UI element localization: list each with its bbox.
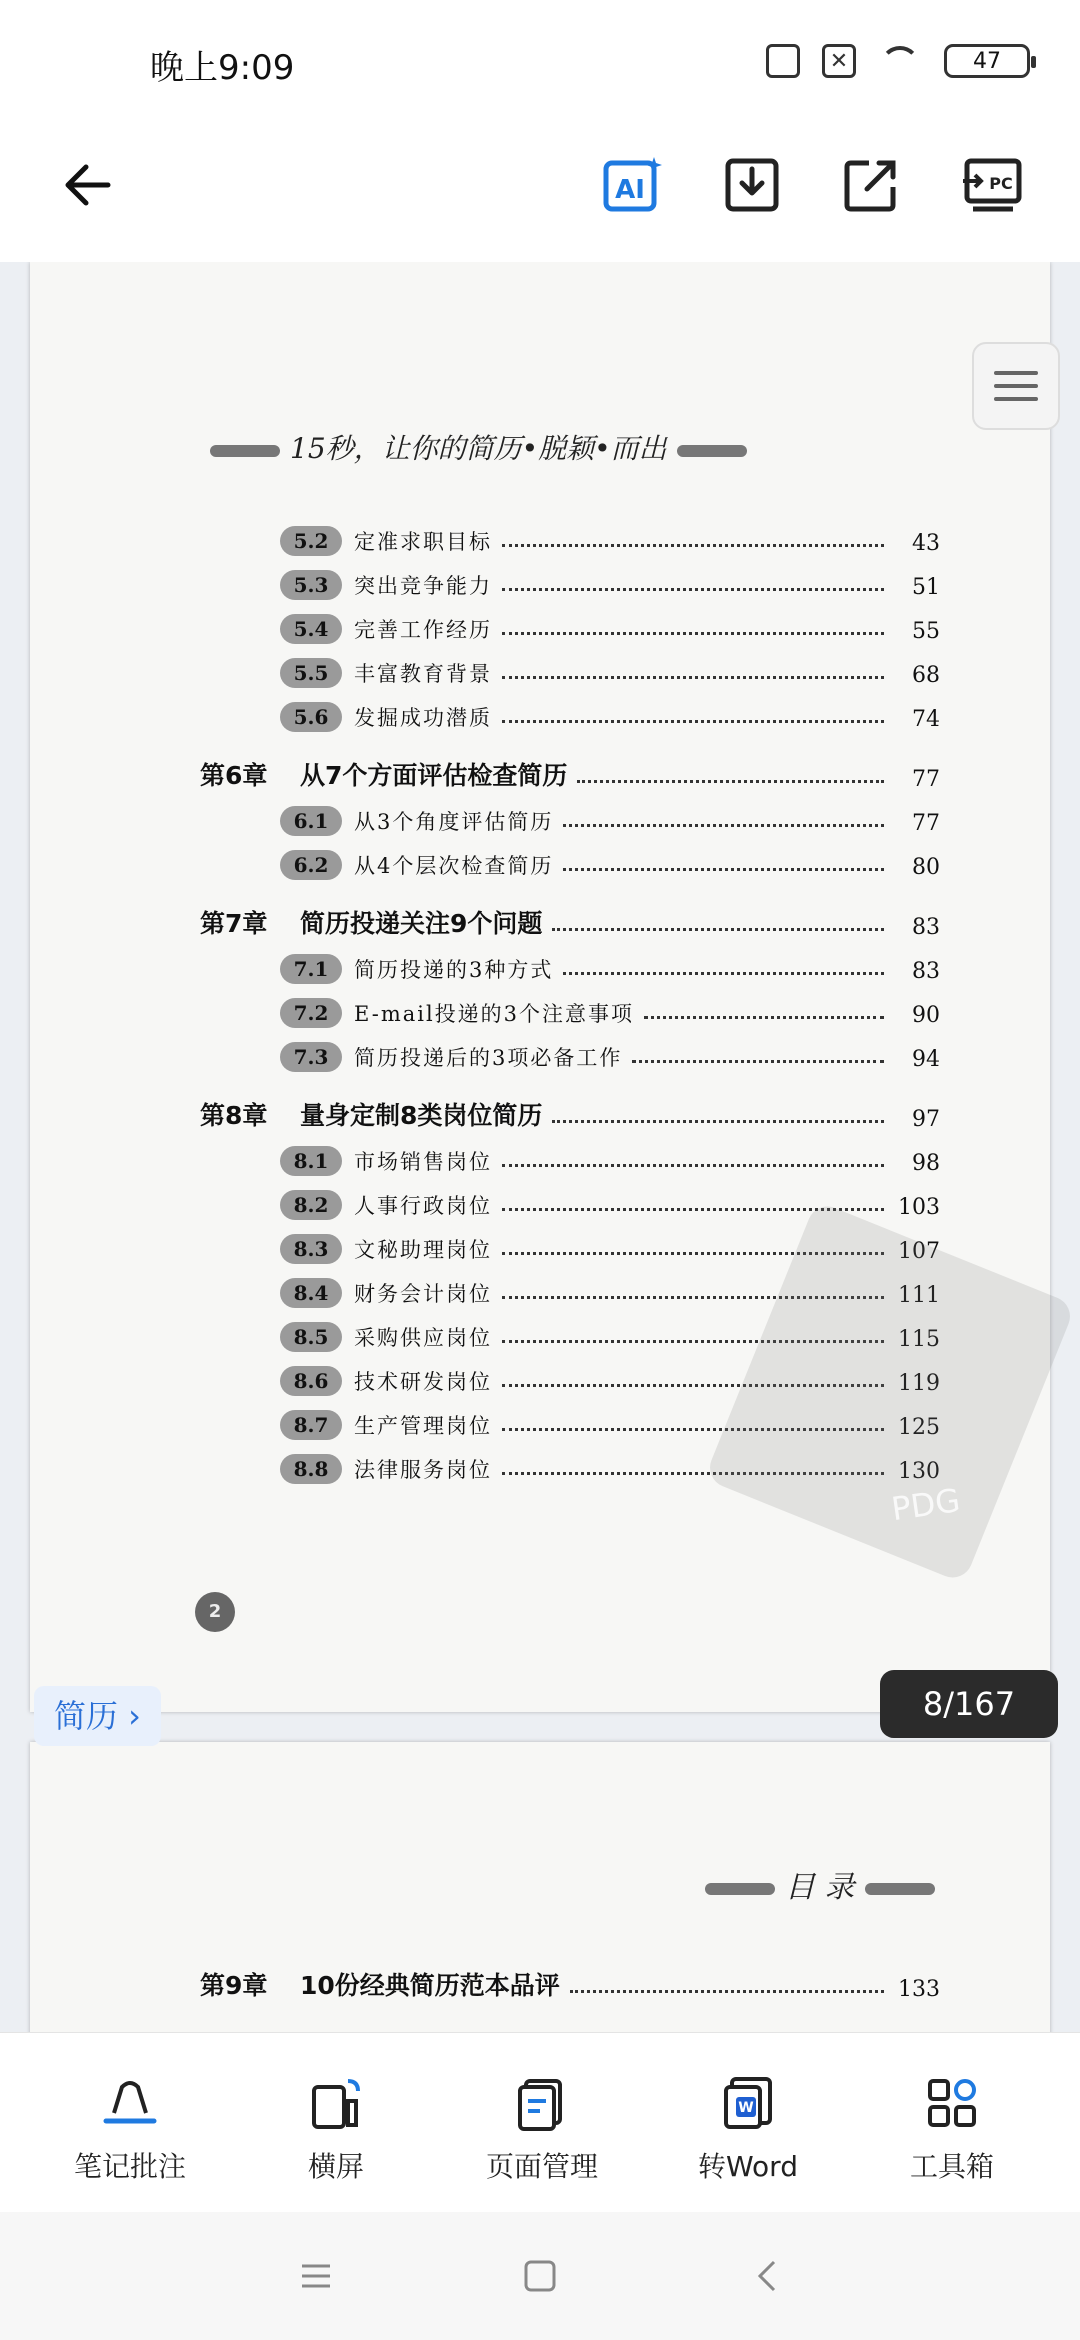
- toc-chapter-row[interactable]: [200, 1072, 940, 1132]
- status-icons: [766, 44, 1030, 78]
- page-header-text: 15秒，让你的简历•脱颖•而出: [290, 432, 667, 465]
- section-title: 采购供应岗位: [354, 1326, 492, 1350]
- toc-page: 90: [912, 1003, 940, 1028]
- section-number: 8.6: [280, 1366, 342, 1396]
- system-nav-bar: [0, 2212, 1080, 2340]
- toc-page: 130: [898, 1459, 940, 1484]
- section-number: 8.4: [280, 1278, 342, 1308]
- toc-page: 103: [898, 1195, 940, 1220]
- toc-page: 77: [912, 767, 940, 792]
- section-number: 8.8: [280, 1454, 342, 1484]
- section-title: 财务会计岗位: [354, 1282, 492, 1306]
- page-header: [200, 427, 757, 467]
- section-title: 简历投递后的3项必备工作: [354, 1046, 623, 1070]
- toc-section-row[interactable]: [200, 688, 940, 732]
- chapter-title: 量身定制8类岗位简历: [300, 1101, 543, 1130]
- section-number: 5.5: [280, 658, 342, 688]
- toolbox-button[interactable]: [862, 2073, 1042, 2185]
- toc-page: 80: [912, 855, 940, 880]
- to-word-button[interactable]: [658, 2073, 838, 2185]
- document-page-next: [30, 1742, 1050, 2032]
- section-title: 人事行政岗位: [354, 1194, 492, 1218]
- toc-page: 125: [898, 1415, 940, 1440]
- toc-page: 68: [912, 663, 940, 688]
- section-title: 定准求职目标: [354, 530, 492, 554]
- pc-icon: [959, 153, 1023, 217]
- toc-page: 43: [912, 531, 940, 556]
- document-page: [30, 262, 1050, 1712]
- toc-chapter-row[interactable]: [200, 880, 940, 940]
- toc-page: 94: [912, 1047, 940, 1072]
- toc-page: 133: [898, 1977, 940, 2002]
- wifi-icon: [878, 44, 922, 78]
- section-title: 技术研发岗位: [354, 1370, 492, 1394]
- landscape-button[interactable]: [246, 2073, 426, 2185]
- toc-page: 51: [912, 575, 940, 600]
- download-button[interactable]: [717, 150, 787, 220]
- back-arrow-icon: [58, 153, 122, 217]
- section-number: 7.3: [280, 1042, 342, 1072]
- share-button[interactable]: [836, 150, 906, 220]
- toc-section-row[interactable]: [200, 556, 940, 600]
- section-title: 完善工作经历: [354, 618, 492, 642]
- no-sim-icon: ✕: [822, 44, 856, 78]
- toc-chapter-row[interactable]: [200, 732, 940, 792]
- section-number: 8.1: [280, 1146, 342, 1176]
- keyword-chip[interactable]: 简历 ›: [34, 1686, 161, 1746]
- toc-chapter-row[interactable]: [200, 1942, 940, 2002]
- page-number: 2: [195, 1592, 235, 1632]
- section-title: 从3个角度评估简历: [354, 810, 554, 834]
- toc-section-row[interactable]: [200, 644, 940, 688]
- annotate-button[interactable]: [40, 2073, 220, 2185]
- toc-page: 98: [912, 1151, 940, 1176]
- section-title: 市场销售岗位: [354, 1150, 492, 1174]
- section-title: 从4个层次检查简历: [354, 854, 554, 878]
- toc-section-row[interactable]: [200, 1132, 940, 1176]
- menu-icon: [994, 371, 1038, 375]
- section-number: 6.2: [280, 850, 342, 880]
- back-button[interactable]: [55, 150, 125, 220]
- toolbox-icon: [922, 2073, 982, 2133]
- annotate-label: 笔记批注: [73, 2150, 186, 2183]
- toc-section-row[interactable]: [200, 792, 940, 836]
- chapter-title: 从7个方面评估检查简历: [300, 761, 568, 790]
- chapter-title: 简历投递关注9个问题: [300, 909, 543, 938]
- page-counter: 8/167: [880, 1670, 1058, 1738]
- toc-section-row[interactable]: [200, 836, 940, 880]
- section-title: 文秘助理岗位: [354, 1238, 492, 1262]
- status-time: 晚上9:09: [150, 48, 295, 88]
- battery-level: 47: [973, 48, 1001, 74]
- toolbox-label: 工具箱: [909, 2150, 994, 2183]
- battery-icon: [944, 44, 1030, 78]
- toc-page: 83: [912, 915, 940, 940]
- toc-section-row[interactable]: [200, 512, 940, 556]
- toc-page: 83: [912, 959, 940, 984]
- toc-page: 111: [898, 1283, 940, 1308]
- page-header: [695, 1862, 945, 1906]
- section-number: 8.7: [280, 1410, 342, 1440]
- menu-nav-icon[interactable]: [296, 2256, 336, 2296]
- ai-icon: [600, 153, 664, 217]
- back-nav-icon[interactable]: [748, 2256, 788, 2296]
- home-nav-icon[interactable]: [520, 2256, 560, 2296]
- ai-text: AI: [615, 175, 645, 205]
- section-number: 8.5: [280, 1322, 342, 1352]
- toc-page: 74: [912, 707, 940, 732]
- page-manage-icon: [512, 2073, 572, 2133]
- pc-label: PC: [989, 174, 1013, 193]
- share-icon: [839, 153, 903, 217]
- side-menu-button[interactable]: [972, 342, 1060, 430]
- toc-section-row[interactable]: [200, 984, 940, 1028]
- document-viewer[interactable]: [0, 262, 1080, 2032]
- section-number: 5.6: [280, 702, 342, 732]
- toc-section-row[interactable]: [200, 940, 940, 984]
- status-bar: [0, 0, 1080, 120]
- section-number: 6.1: [280, 806, 342, 836]
- toc-page: 115: [898, 1327, 940, 1352]
- top-toolbar: [0, 120, 1080, 260]
- section-title: 突出竞争能力: [354, 574, 492, 598]
- toc-page: 107: [898, 1239, 940, 1264]
- word-badge: W: [738, 2100, 754, 2116]
- section-number: 8.3: [280, 1234, 342, 1264]
- page-manage-button[interactable]: [452, 2073, 632, 2185]
- download-icon: [720, 153, 784, 217]
- section-title: E-mail投递的3个注意事项: [354, 1002, 635, 1026]
- section-number: 8.2: [280, 1190, 342, 1220]
- bottom-action-bar: [0, 2032, 1080, 2213]
- toc-section-row[interactable]: [200, 600, 940, 644]
- toc-section-row[interactable]: [200, 1028, 940, 1072]
- section-title: 简历投递的3种方式: [354, 958, 554, 982]
- ai-button[interactable]: [597, 150, 667, 220]
- landscape-label: 横屏: [307, 2150, 364, 2183]
- to-word-label: 转Word: [698, 2150, 798, 2183]
- chapter-number: 第6章: [200, 761, 268, 790]
- section-number: 7.2: [280, 998, 342, 1028]
- toc-page: 55: [912, 619, 940, 644]
- toc-page: 119: [898, 1371, 940, 1396]
- section-title: 丰富教育背景: [354, 662, 492, 686]
- landscape-icon: [306, 2073, 366, 2133]
- page-header-text: 目 录: [785, 1870, 855, 1905]
- section-title: 发掘成功潜质: [354, 706, 492, 730]
- pc-transfer-button[interactable]: [956, 150, 1026, 220]
- chapter-number: 第9章: [200, 1971, 268, 2000]
- toc-page: 97: [912, 1107, 940, 1132]
- section-number: 5.4: [280, 614, 342, 644]
- section-number: 5.3: [280, 570, 342, 600]
- annotate-icon: [100, 2073, 160, 2133]
- page-manage-label: 页面管理: [485, 2150, 598, 2183]
- chapter-number: 第7章: [200, 909, 268, 938]
- toc-page: 77: [912, 811, 940, 836]
- section-title: 生产管理岗位: [354, 1414, 492, 1438]
- screen-rotate-icon: [766, 44, 800, 78]
- section-title: 法律服务岗位: [354, 1458, 492, 1482]
- section-number: 5.2: [280, 526, 342, 556]
- watermark-text: PDG: [889, 1481, 963, 1529]
- to-word-icon: [718, 2073, 778, 2133]
- chapter-number: 第8章: [200, 1101, 268, 1130]
- section-number: 7.1: [280, 954, 342, 984]
- chapter-title: 10份经典简历范本品评: [300, 1971, 560, 2000]
